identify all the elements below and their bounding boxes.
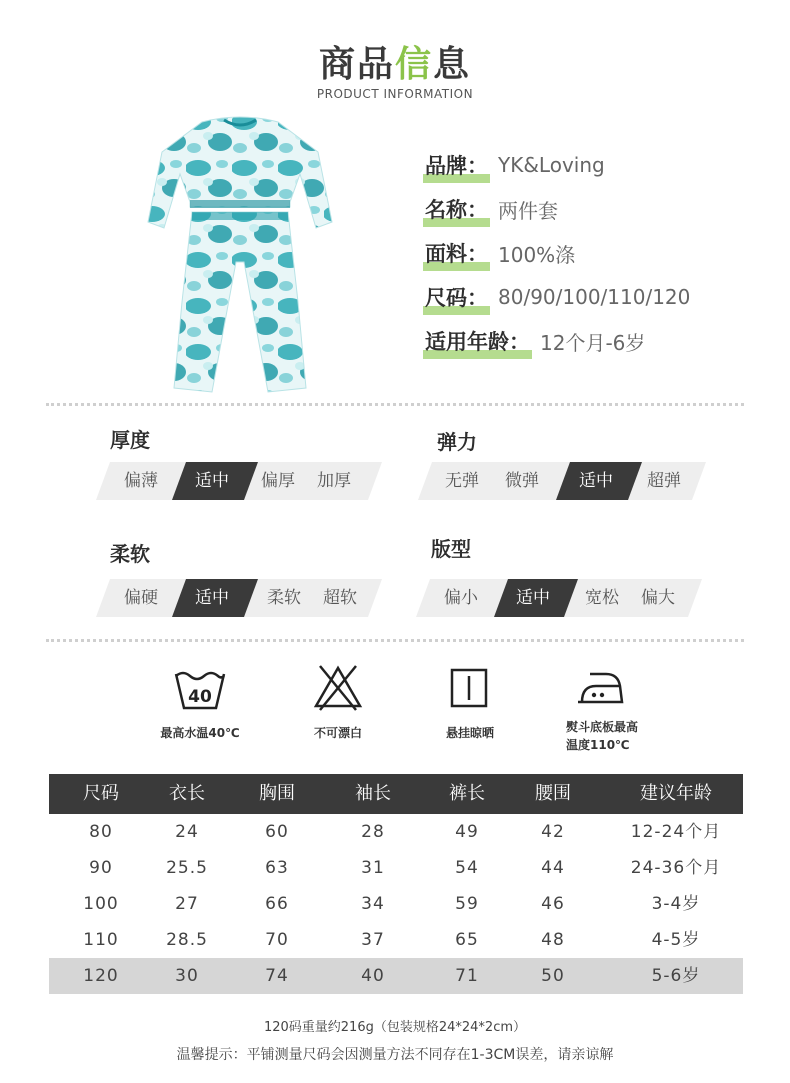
info-label: 品牌：: [423, 150, 490, 180]
fit-option: 宽松: [585, 588, 619, 608]
info-value: 100%涤: [498, 242, 576, 267]
table-row: [49, 850, 743, 886]
care-label-iron-2: 温度110℃: [566, 738, 630, 752]
dotted-divider: [46, 403, 744, 406]
table-cell: 42: [541, 822, 565, 842]
table-cell: 50: [541, 966, 565, 986]
size-table-header: [49, 774, 743, 814]
info-label: 名称：: [423, 194, 490, 224]
table-cell: 44: [541, 858, 565, 878]
table-cell: 80: [89, 822, 113, 842]
table-cell: 90: [89, 858, 113, 878]
thickness-option: 偏厚: [261, 471, 295, 491]
elasticity-option-selected: 适中: [579, 471, 613, 491]
info-value: YK&Loving: [498, 153, 605, 177]
iron-icon: [572, 660, 632, 710]
info-label: 适用年龄：: [423, 326, 532, 356]
column-header: 尺码: [83, 783, 119, 804]
column-header: 建议年龄: [640, 783, 712, 804]
table-cell: 30: [175, 966, 199, 986]
title-part-2: 信: [394, 44, 433, 85]
info-row-size: [423, 277, 690, 317]
info-value: 两件套: [498, 198, 558, 223]
table-cell: 70: [265, 930, 289, 950]
info-row-brand: [423, 145, 605, 185]
table-cell: 24: [175, 822, 199, 842]
table-cell: 71: [455, 966, 479, 986]
table-cell: 65: [455, 930, 479, 950]
softness-option: 柔软: [267, 588, 301, 608]
table-cell: 12-24个月: [630, 822, 722, 842]
fit-option: 偏大: [641, 588, 675, 608]
table-cell: 54: [455, 858, 479, 878]
care-label-wash: 最高水温40℃: [160, 726, 240, 740]
info-value: 80/90/100/110/120: [498, 285, 691, 309]
column-header: 裤长: [449, 783, 485, 804]
dotted-divider: [46, 639, 744, 642]
table-cell: 28: [361, 822, 385, 842]
care-label-bleach: 不可漂白: [313, 726, 362, 740]
title-part-3: 息: [433, 44, 472, 85]
table-cell: 100: [83, 894, 119, 914]
fit-option: 偏小: [444, 588, 478, 608]
table-cell: 37: [361, 930, 385, 950]
thickness-scale: [96, 462, 382, 500]
elasticity-scale: [418, 462, 706, 500]
table-row-highlighted: [49, 958, 743, 994]
fit-title: 版型: [431, 537, 471, 561]
table-cell: 120: [83, 966, 119, 986]
elasticity-option: 无弹: [445, 471, 479, 491]
table-cell: 5-6岁: [651, 966, 701, 986]
thickness-option: 加厚: [317, 471, 351, 491]
table-cell: 31: [361, 858, 385, 878]
fit-option-selected: 适中: [516, 588, 550, 608]
thickness-title: 厚度: [110, 428, 150, 452]
table-cell: 46: [541, 894, 565, 914]
table-cell: 40: [361, 966, 385, 986]
table-cell: 28.5: [166, 930, 208, 950]
table-row: [49, 922, 743, 958]
measurement-tip: 温馨提示：平铺测量尺码会因测量方法不同存在1-3CM误差，请亲谅解: [176, 1047, 614, 1063]
product-image: [140, 112, 340, 402]
softness-option-selected: 适中: [195, 588, 229, 608]
info-label: 尺码：: [423, 282, 490, 312]
table-cell: 59: [455, 894, 479, 914]
wash-40-icon: [170, 664, 230, 714]
info-row-name: [423, 189, 558, 229]
column-header: 胸围: [259, 783, 295, 804]
info-row-fabric: [423, 233, 575, 273]
column-header: 腰围: [535, 783, 571, 804]
page-title: [0, 36, 790, 87]
table-cell: 63: [265, 858, 289, 878]
thickness-option: 偏薄: [124, 471, 158, 491]
table-cell: 49: [455, 822, 479, 842]
wash-temperature: 40: [188, 687, 212, 707]
table-cell: 25.5: [166, 858, 208, 878]
column-header: 衣长: [169, 783, 205, 804]
table-cell: 27: [175, 894, 199, 914]
table-cell: 34: [361, 894, 385, 914]
thickness-option-selected: 适中: [195, 471, 229, 491]
table-cell: 74: [265, 966, 289, 986]
softness-option: 超软: [323, 588, 357, 608]
table-cell: 110: [83, 930, 119, 950]
info-label: 面料：: [423, 238, 490, 268]
softness-scale: [96, 579, 382, 617]
table-cell: 48: [541, 930, 565, 950]
table-cell: 3-4岁: [651, 894, 701, 914]
elasticity-option: 微弹: [505, 471, 539, 491]
table-cell: 60: [265, 822, 289, 842]
hang-dry-icon: [440, 664, 500, 714]
care-label-hang: 悬挂晾晒: [445, 726, 494, 740]
table-cell: 66: [265, 894, 289, 914]
elasticity-option: 超弹: [647, 471, 681, 491]
column-header: 袖长: [355, 783, 391, 804]
info-row-age: [423, 321, 645, 361]
title-part-1: 商品: [318, 44, 395, 85]
table-row: [49, 886, 743, 922]
care-label-iron-1: 熨斗底板最高: [566, 720, 639, 734]
info-value: 12个月-6岁: [540, 330, 646, 355]
elasticity-title: 弹力: [437, 430, 477, 454]
table-cell: 24-36个月: [630, 858, 722, 878]
softness-option: 偏硬: [124, 588, 158, 608]
no-bleach-icon: [308, 662, 368, 712]
page-subtitle: PRODUCT INFORMATION: [316, 87, 474, 101]
table-row: [49, 814, 743, 850]
weight-note: 120码重量约216g（包装规格24*24*2cm）: [263, 1020, 527, 1035]
fit-scale: [416, 579, 702, 617]
table-cell: 4-5岁: [651, 930, 701, 950]
softness-title: 柔软: [110, 542, 150, 566]
